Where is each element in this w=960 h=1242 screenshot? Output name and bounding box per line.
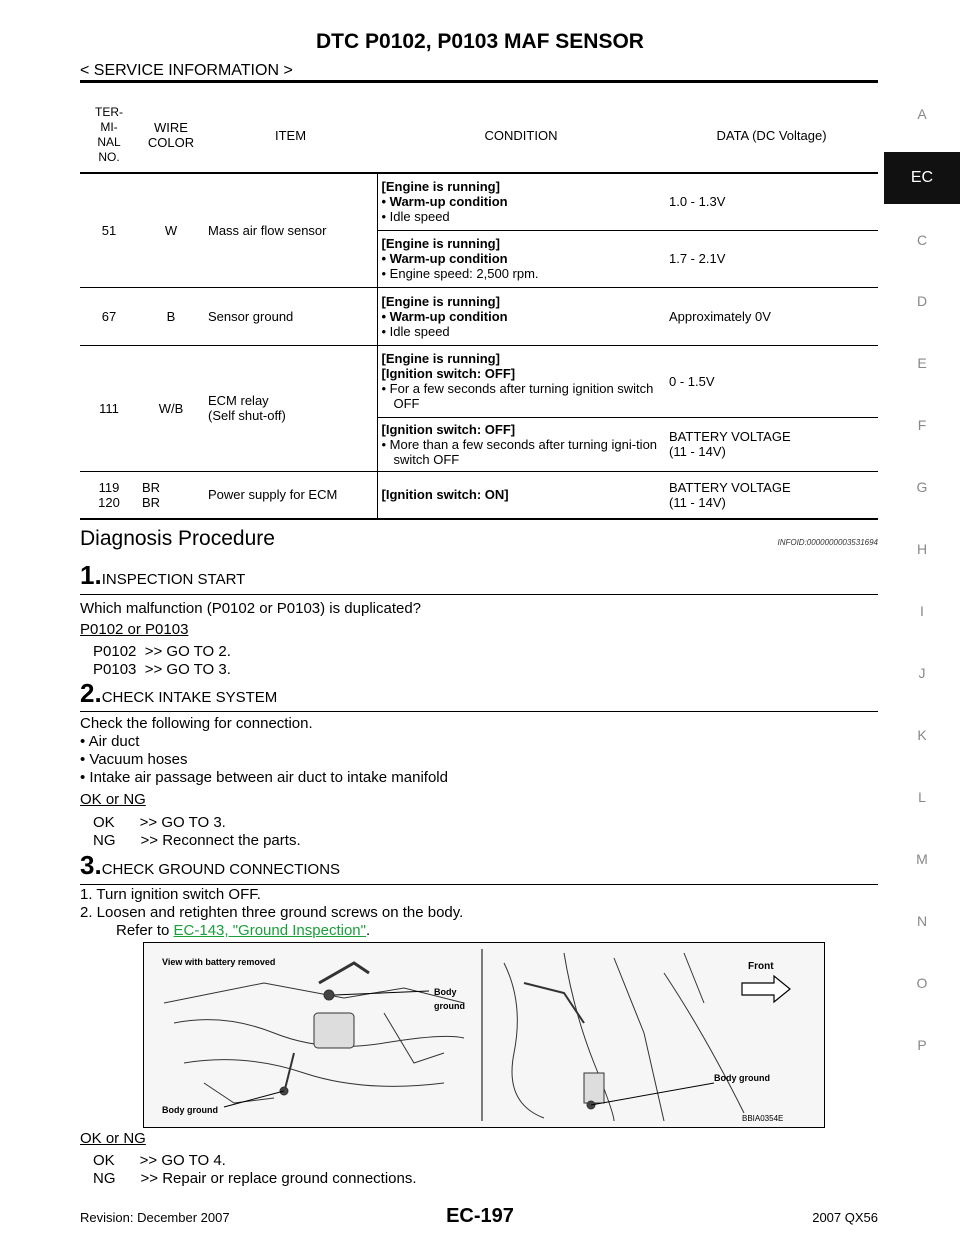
header-item: ITEM [204, 98, 377, 173]
side-tab-c[interactable]: C [916, 232, 928, 248]
condition-bullet: • Idle speed [381, 209, 450, 225]
step-2-heading [80, 678, 277, 709]
cell-data: 1.7 - 2.1V [665, 230, 878, 287]
section-subtitle: < SERVICE INFORMATION > [80, 62, 293, 79]
step-number: 2. [80, 678, 102, 708]
terminal-spec-table [80, 98, 878, 520]
table-row [80, 173, 878, 230]
step-title: CHECK INTAKE SYSTEM [101, 689, 278, 706]
cell-terminal: 119 120 [80, 471, 138, 519]
condition-bullet: • Engine speed: 2,500 rpm. [381, 266, 539, 281]
condition-bullet: • More than a few seconds after turning igni-tion switch OFF [381, 436, 658, 467]
footer-revision: Revision: December 2007 [80, 1210, 230, 1225]
cell-item: Mass air flow sensor [204, 173, 377, 287]
side-tab-ec[interactable]: EC [884, 152, 960, 204]
ground-location-figure [143, 942, 825, 1128]
condition-bullet: • For a few seconds after turning ignition switch OFF [381, 381, 654, 411]
step-3-reference [116, 922, 370, 940]
cell-condition [377, 417, 665, 471]
step-3-result-label: OK or NG [80, 1130, 146, 1147]
cell-condition [377, 345, 665, 417]
step-2-result-label: OK or NG [80, 791, 146, 808]
step-2-bullet: • Intake air passage between air duct to intake manifold [80, 769, 448, 786]
step-2-result-2: NG >> Reconnect the parts. [93, 832, 301, 849]
side-tab-k[interactable]: K [917, 727, 927, 743]
header-wire-color: WIRE COLOR [138, 98, 204, 173]
footer-model: 2007 QX56 [812, 1210, 878, 1225]
condition-heading: [Engine is running] [381, 351, 500, 366]
condition-bullet: • Warm-up condition [381, 308, 508, 324]
cell-wire: W [138, 173, 204, 287]
cell-terminal: 67 [80, 287, 138, 345]
step-number: 1. [80, 560, 102, 590]
condition-heading: [Engine is running] [381, 236, 500, 251]
figure-label-front: Front [748, 961, 774, 972]
page-title: DTC P0102, P0103 MAF SENSOR [316, 30, 644, 53]
condition-bullet: • Idle speed [381, 323, 450, 339]
side-tab-a[interactable]: A [917, 106, 927, 122]
step-divider [80, 711, 878, 712]
cell-data: BATTERY VOLTAGE (11 - 14V) [665, 471, 878, 519]
step-1-heading [80, 560, 245, 591]
step-2-result-1: OK >> GO TO 3. [93, 814, 226, 831]
figure-label-body-ground-left: Body ground [162, 1105, 218, 1115]
side-tab-o[interactable]: O [916, 975, 928, 991]
cell-data: 1.0 - 1.3V [665, 173, 878, 230]
table-row [80, 345, 878, 417]
side-tab-h[interactable]: H [916, 541, 928, 557]
condition-heading: [Ignition switch: OFF] [381, 421, 516, 437]
cell-item: Sensor ground [204, 287, 377, 345]
cell-condition [377, 230, 665, 287]
step-3-substep-2: 2. Loosen and retighten three ground screws on the body. [80, 904, 464, 921]
side-tab-l[interactable]: L [918, 789, 926, 805]
step-title: CHECK GROUND CONNECTIONS [101, 861, 341, 878]
step-2-intro: Check the following for connection. [80, 715, 313, 732]
condition-heading: [Ignition switch: OFF] [381, 366, 516, 381]
figure-label-body: Body [434, 987, 457, 997]
condition-heading: [Engine is running] [381, 179, 500, 195]
step-1-result-label: P0102 or P0103 [80, 621, 189, 638]
side-tab-g[interactable]: G [916, 479, 928, 495]
figure-code: BBIA0354E [742, 1114, 784, 1123]
step-3-substep-1: 1. Turn ignition switch OFF. [80, 886, 261, 903]
table-row [80, 287, 878, 345]
diagnosis-heading: Diagnosis Procedure [80, 527, 275, 550]
table-row [80, 471, 878, 519]
step-1-result-1: P0102 >> GO TO 2. [93, 643, 231, 660]
ground-inspection-link[interactable]: EC-143, "Ground Inspection" [173, 922, 366, 939]
figure-label-view: View with battery removed [162, 957, 276, 967]
side-tab-j[interactable]: J [918, 665, 926, 681]
condition-bullet: • Warm-up condition [381, 194, 508, 210]
cell-data: Approximately 0V [665, 287, 878, 345]
cell-condition [377, 287, 665, 345]
cell-item: Power supply for ECM [204, 471, 377, 519]
cell-item: ECM relay (Self shut-off) [204, 345, 377, 471]
side-tab-p[interactable]: P [917, 1037, 927, 1053]
condition-heading: [Engine is running] [381, 293, 500, 309]
cell-data: 0 - 1.5V [665, 345, 878, 417]
step-number: 3. [80, 850, 102, 880]
reference-period: . [365, 922, 371, 939]
step-3-result-1: OK >> GO TO 4. [93, 1152, 226, 1169]
step-1-result-2: P0103 >> GO TO 3. [93, 661, 231, 678]
step-3-heading [80, 850, 340, 881]
side-tab-e[interactable]: E [917, 355, 927, 371]
step-divider [80, 594, 878, 595]
side-tab-m[interactable]: M [916, 851, 928, 867]
step-3-result-2: NG >> Repair or replace ground connections. [93, 1170, 417, 1187]
cell-condition: [Ignition switch: ON] [377, 471, 665, 519]
info-id: INFOID:0000000003531694 [777, 538, 878, 547]
footer-page-number: EC-197 [446, 1205, 514, 1227]
cell-wire: BR BR [138, 471, 204, 519]
condition-bullet: • Warm-up condition [381, 251, 508, 266]
step-1-question: Which malfunction (P0102 or P0103) is duplicated? [80, 600, 422, 617]
header-divider [80, 80, 878, 83]
step-2-bullet: • Air duct [80, 733, 140, 750]
cell-condition [377, 173, 665, 230]
figure-label-body-ground-right: Body ground [714, 1073, 770, 1083]
side-tab-n[interactable]: N [916, 913, 928, 929]
cell-wire: B [138, 287, 204, 345]
step-divider [80, 884, 878, 885]
cell-data: BATTERY VOLTAGE (11 - 14V) [665, 417, 878, 471]
header-data: DATA (DC Voltage) [665, 98, 878, 173]
cell-wire: W/B [138, 345, 204, 471]
reference-prefix: Refer to [116, 922, 174, 939]
cell-terminal: 51 [80, 173, 138, 287]
step-2-bullet: • Vacuum hoses [80, 751, 188, 768]
side-tab-i[interactable]: I [920, 603, 924, 619]
table-header-row [80, 98, 878, 173]
header-terminal: TER- MI- NAL NO. [80, 98, 138, 173]
side-tab-d[interactable]: D [916, 293, 928, 309]
step-title: INSPECTION START [101, 571, 246, 588]
side-tab-f[interactable]: F [917, 417, 927, 433]
header-condition: CONDITION [377, 98, 665, 173]
figure-label-ground: ground [434, 1001, 465, 1011]
cell-terminal: 111 [80, 345, 138, 471]
